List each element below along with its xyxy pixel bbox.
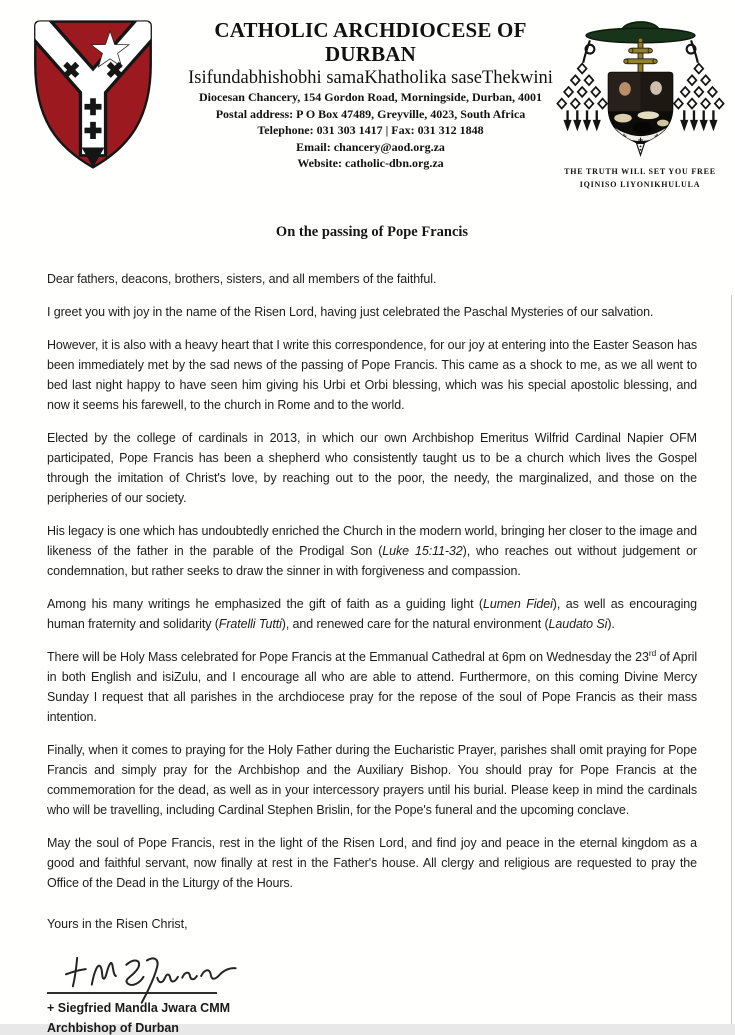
handwritten-signature-icon [47,945,252,1007]
signature-block [47,945,697,1035]
shield-icon [22,13,164,174]
signatory-title: Archbishop of Durban [47,1021,179,1035]
letter-paragraphs [47,269,697,893]
motto-line-2: IQINISO LIYONIKHULULA [579,180,701,189]
motto-line-1: THE TRUTH WILL SET YOU FREE [564,167,716,176]
paragraph: Among his many writings he emphasized the gift of faith as a guiding light (Lumen Fidei), as well as encouraging human fraternity and solidarity (Fratelli Tutti), and renewed care for the natural environment (Laudato Si). [47,597,697,631]
signatory-name: + Siegfried Mandla Jwara CMM [47,1001,231,1015]
paragraph: May the soul of Pope Francis, rest in the light of the Risen Lord, and find joy and peace in the eternal kingdom as a good and faithful servant, now finally at rest in the Father's house. All clergy and religious are requested to pray the Office of the Dead in the Liturgy of the Hours. [47,836,697,890]
signature-rule [47,992,217,994]
org-name: CATHOLIC ARCHDIOCESE OF DURBAN [214,18,527,66]
paragraph: His legacy is one which has undoubtedly enriched the Church in the modern world, bringing her closer to the image and likeness of the father in the parable of the Prodigal Son (Luke 15:11-32), who reaches out without judgement or condemnation, but rather seeks to draw the sinner in with forgiveness and compassion. [47,524,697,578]
postal-line: Postal address: P O Box 47489, Greyville, 4023, South Africa [215,106,526,121]
paragraph: Dear fathers, deacons, brothers, sisters, and all members of the faithful. [47,272,437,286]
coat-of-arms-emblem [551,18,729,190]
phone-fax-line: Telephone: 031 303 1417 | Fax: 031 312 1848 [257,123,484,137]
coat-of-arms-icon [553,18,728,159]
paragraph: Elected by the college of cardinals in 2013, in which our own Archbishop Emeritus Wilfrid Cardinal Napier OFM participated, Pope Francis has been a shepherd who consistently taught us to be a church which lives the Gospel through the imitation of Christ's love, by reaching out to the poor, the needy, the marginalized, and those on the peripheries of our society. [47,431,697,505]
letterhead-text [168,18,573,172]
letter-body [0,224,735,1035]
address-line: Diocesan Chancery, 154 Gordon Road, Morningside, Durban, 4001 [198,90,543,104]
email-line: Email: chancery@aod.org.za [296,139,445,154]
letter-title: On the passing of Pope Francis [275,224,469,240]
closing-line: Yours in the Risen Christ, [47,917,188,931]
paragraph: Finally, when it comes to praying for the Holy Father during the Eucharistic Prayer, parishes shall omit praying for Pope Francis and simply pray for the Archbishop and the Auxiliary Bishop. You should pray for Pope Francis at the commemoration for the dead, as well as in your intercessory prayers until his burial. Please keep in mind the cardinals who will be travelling, including Cardinal Stephen Brislin, for the Pope's funeral and the upcoming conclave. [47,743,697,817]
paragraph: I greet you with joy in the name of the Risen Lord, having just celebrated the Paschal Mysteries of our salvation. [47,305,654,319]
letterhead [0,0,735,192]
paragraph: There will be Holy Mass celebrated for Pope Francis at the Emmanual Cathedral at 6pm on Wednesday the 23rd of April in both English and isiZulu, and I encourage all who are able to attend. Furthermore, on this coming Divine Mercy Sunday I request that all parishes in the archdiocese pray for the repose of the soul of Pope Francis as their mass intention. [47,647,697,724]
archdiocese-shield-emblem [22,13,164,175]
paragraph: However, it is also with a heavy heart that I write this correspondence, for our joy at entering into the Easter Season has been immediately met by the sad news of the passing of Pope Francis. This came as a shock to me, as we all went to bed last night happy to have seen him giving his Urbi et Orbi blessing, which was his special apostolic blessing, and now it seems his farewell, to the church in Rome and to the world. [47,338,697,412]
website-line: Website: catholic-dbn.org.za [297,156,444,170]
org-name-zulu: Isifundabhishobhi samaKhatholika saseThekwini [188,68,553,88]
scan-artifact-line [731,295,732,1024]
